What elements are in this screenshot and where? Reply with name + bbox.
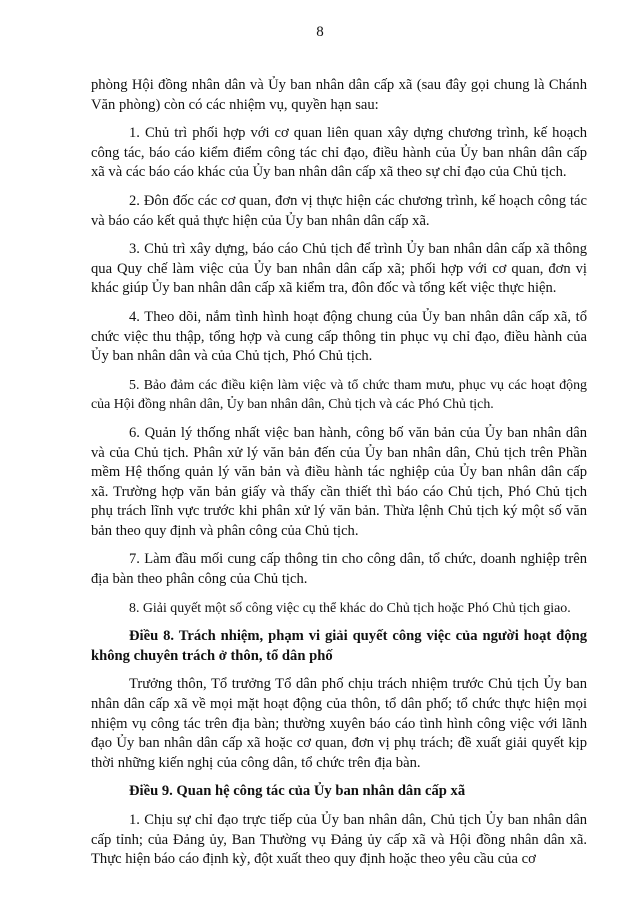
page-number: 8	[316, 24, 324, 40]
paragraph-duty-8: 8. Giải quyết một số công việc cụ thể khác do Chủ tịch hoặc Phó Chủ tịch giao.	[129, 600, 571, 616]
paragraph-duty-7: 7. Làm đầu mối cung cấp thông tin cho công dân, tổ chức, doanh nghiệp trên địa bàn theo phân công của Chủ tịch.	[91, 551, 587, 588]
paragraph-intro: phòng Hội đồng nhân dân và Ủy ban nhân dân cấp xã (sau đây gọi chung là Chánh Văn phòng) còn có các nhiệm vụ, quyền hạn sau:	[91, 77, 587, 113]
paragraph-duty-2: 2. Đôn đốc các cơ quan, đơn vị thực hiện các chương trình, kế hoạch công tác và báo cáo kết quả thực hiện của Ủy ban nhân dân cấp xã.	[91, 192, 587, 229]
paragraph-duty-5: 5. Bảo đảm các điều kiện làm việc và tổ chức tham mưu, phục vụ các hoạt động của Hội đồng nhân dân, Ủy ban nhân dân, Chủ tịch và các Phó Chủ tịch.	[91, 377, 587, 413]
paragraph-article-8: Trưởng thôn, Tổ trưởng Tổ dân phố chịu trách nhiệm trước Chủ tịch Ủy ban nhân dân cấp xã về mọi mặt hoạt động của thôn, tổ dân phố; tổ chức thực hiện mọi nhiệm vụ công tác trên địa bàn; thường xuyên báo cáo tình hình công việc với lãnh đạo Ủy ban nhân dân cấp xã hoặc cơ quan, đơn vị phụ trách; đề xuất giải quyết kịp thời những kiến nghị của công dân, tổ chức trên địa bàn.	[91, 676, 587, 771]
paragraph-duty-6: 6. Quản lý thống nhất việc ban hành, công bố văn bản của Ủy ban nhân dân và của Chủ tịch. Phân xử lý văn bản đến của Ủy ban nhân dân, Chủ tịch trên Phần mềm Hệ thống quản lý văn bản và điều hành tác nghiệp của Ủy ban nhân dân cấp xã. Trường hợp văn bản giấy và thấy cần thiết thì báo cáo Chủ tịch, Phó Chủ tịch phụ trách lĩnh vực trước khi phân xử lý văn bản. Thừa lệnh Chủ tịch ký một số văn bản theo quy định và phân công của Chủ tịch.	[91, 424, 587, 539]
paragraph-duty-4: 4. Theo dõi, nắm tình hình hoạt động chung của Ủy ban nhân dân cấp xã, tổ chức việc thu thập, tổng hợp và cung cấp thông tin phục vụ chỉ đạo, điều hành của Ủy ban nhân dân và của Chủ tịch, Phó Chủ tịch.	[91, 308, 587, 365]
paragraph-duty-3: 3. Chủ trì xây dựng, báo cáo Chủ tịch để trình Ủy ban nhân dân cấp xã thông qua Quy chế làm việc của Ủy ban nhân dân cấp xã; phối hợp với cơ quan, đơn vị khác giúp Ủy ban nhân dân cấp xã kiểm tra, đôn đốc và tổng kết việc thực hiện.	[91, 241, 587, 297]
paragraph-article-9-item-1: 1. Chịu sự chỉ đạo trực tiếp của Ủy ban nhân dân, Chủ tịch Ủy ban nhân dân cấp tỉnh; của Đảng ủy, Ban Thường vụ Đảng ủy cấp xã và Hội đồng nhân dân xã. Thực hiện báo cáo định kỳ, đột xuất theo quy định hoặc theo yêu cầu của cơ	[91, 812, 587, 868]
paragraph-duty-1: 1. Chủ trì phối hợp với cơ quan liên quan xây dựng chương trình, kế hoạch công tác, báo cáo kiểm điểm công tác chỉ đạo, điều hành của Ủy ban nhân dân cấp xã và các báo cáo khác của Ủy ban nhân dân cấp xã theo sự chỉ đạo của Chủ tịch.	[91, 125, 587, 181]
document-body	[91, 76, 587, 879]
article-9-heading: Điều 9. Quan hệ công tác của Ủy ban nhân dân cấp xã	[129, 783, 466, 800]
article-8-heading: Điều 8. Trách nhiệm, phạm vi giải quyết công việc của người hoạt động không chuyên trách ở thôn, tổ dân phố	[91, 628, 587, 664]
